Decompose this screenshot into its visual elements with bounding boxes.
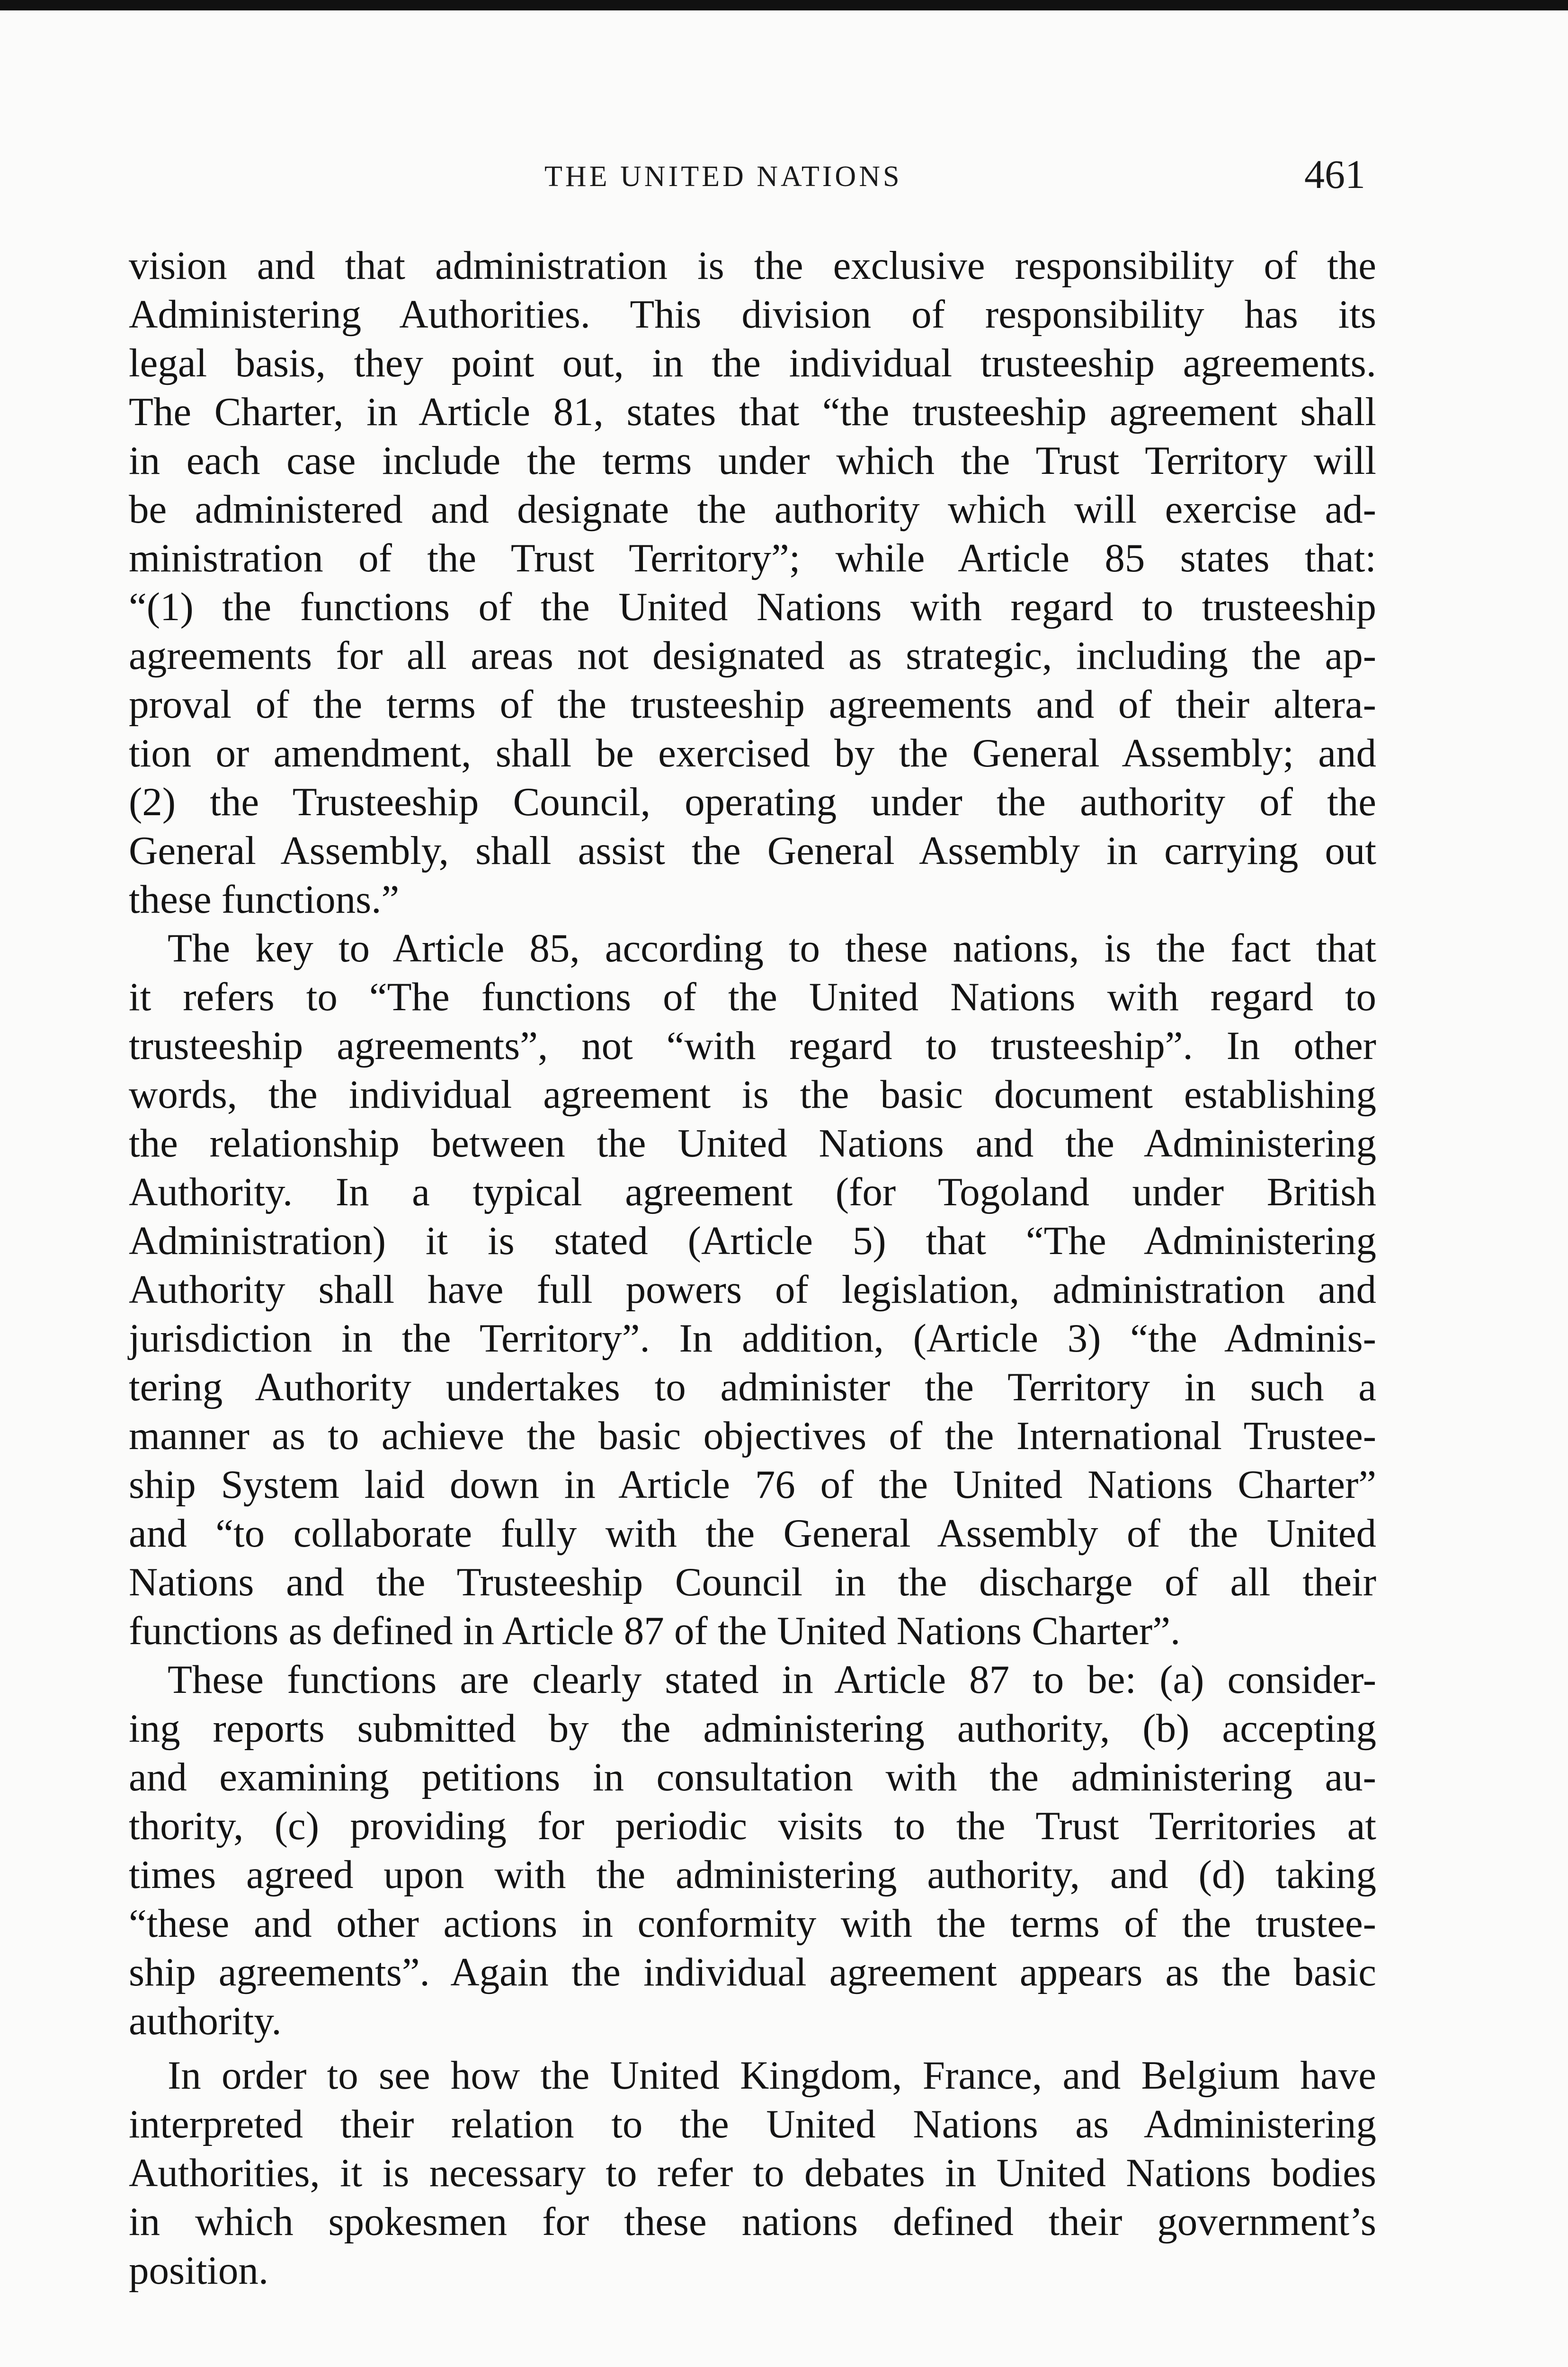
text-line: The key to Article 85, according to these nations, is the fact that <box>168 926 1376 970</box>
paragraph-4 <box>129 2051 1376 2295</box>
text-line: words, the individual agreement is the basic document establishing <box>129 1072 1376 1117</box>
text-line: thority, (c) providing for periodic visits to the Trust Territories at <box>129 1804 1376 1848</box>
text-line: Nations and the Trusteeship Council in the discharge of all their <box>129 1560 1376 1604</box>
text-line: legal basis, they point out, in the individual trusteeship agreements. <box>129 341 1376 385</box>
text-line: tering Authority undertakes to administer the Territory in such a <box>129 1365 1376 1409</box>
text-line: authority. <box>129 1999 282 2043</box>
text-line: Authority shall have full powers of legislation, administration and <box>129 1267 1376 1312</box>
text-line: “these and other actions in conformity with the terms of the trustee- <box>129 1901 1376 1946</box>
page-number: 461 <box>1304 151 1365 197</box>
text-line: manner as to achieve the basic objectives of the International Trustee- <box>129 1414 1376 1458</box>
text-line: tion or amendment, shall be exercised by the General Assembly; and <box>129 731 1376 775</box>
text-line: These functions are clearly stated in Article 87 to be: (a) consider- <box>168 1657 1376 1702</box>
text-line: proval of the terms of the trusteeship agreements and of their altera- <box>129 682 1376 727</box>
text-line: Administration) it is stated (Article 5) that “The Administering <box>129 1219 1376 1263</box>
text-line: (2) the Trusteeship Council, operating under the authority of the <box>129 780 1376 824</box>
text-line: jurisdiction in the Territory”. In addition, (Article 3) “the Adminis- <box>129 1316 1376 1361</box>
body-text <box>129 241 1376 2295</box>
text-line: functions as defined in Article 87 of the United Nations Charter”. <box>129 1609 1181 1653</box>
text-line: these functions.” <box>129 877 400 922</box>
text-line: ship System laid down in Article 76 of the United Nations Charter” <box>129 1462 1376 1507</box>
text-line: Authorities, it is necessary to refer to debates in United Nations bodies <box>129 2151 1376 2195</box>
top-border <box>0 0 1568 10</box>
text-line: ship agreements”. Again the individual agreement appears as the basic <box>129 1950 1376 1994</box>
text-line: it refers to “The functions of the United Nations with regard to <box>129 975 1376 1019</box>
paragraph-3 <box>129 1655 1376 2046</box>
text-line: ministration of the Trust Territory”; while Article 85 states that: <box>129 536 1376 580</box>
text-line: be administered and designate the authority which will exercise ad- <box>129 487 1376 532</box>
text-line: and “to collaborate fully with the General Assembly of the United <box>129 1511 1376 1556</box>
text-line: interpreted their relation to the United Nations as Administering <box>129 2102 1376 2146</box>
text-line: in each case include the terms under which the Trust Territory will <box>129 438 1376 483</box>
text-line: General Assembly, shall assist the General Assembly in carrying out <box>129 828 1376 873</box>
text-line: ing reports submitted by the administering authority, (b) accepting <box>129 1706 1376 1751</box>
text-line: In order to see how the United Kingdom, France, and Belgium have <box>168 2053 1376 2098</box>
text-line: Authority. In a typical agreement (for Togoland under British <box>129 1170 1376 1214</box>
paragraph-2 <box>129 924 1376 1655</box>
running-head: THE UNITED NATIONS <box>544 160 902 193</box>
paragraph-1 <box>129 241 1376 924</box>
paragraph-spacer <box>129 2046 1376 2051</box>
text-line: vision and that administration is the exclusive responsibility of the <box>129 243 1376 288</box>
text-line: the relationship between the United Nations and the Administering <box>129 1121 1376 1166</box>
text-line: Administering Authorities. This division of responsibility has its <box>129 292 1376 337</box>
text-line: position. <box>129 2248 269 2293</box>
text-line: agreements for all areas not designated as strategic, including the ap- <box>129 633 1376 678</box>
text-line: “(1) the functions of the United Nations with regard to trusteeship <box>129 585 1376 629</box>
text-line: trusteeship agreements”, not “with regard to trusteeship”. In other <box>129 1023 1376 1068</box>
text-line: The Charter, in Article 81, states that “the trusteeship agreement shall <box>129 390 1376 434</box>
text-line: times agreed upon with the administering authority, and (d) taking <box>129 1852 1376 1897</box>
text-line: in which spokesmen for these nations defined their government’s <box>129 2199 1376 2244</box>
text-line: and examining petitions in consultation with the administering au- <box>129 1755 1376 1799</box>
